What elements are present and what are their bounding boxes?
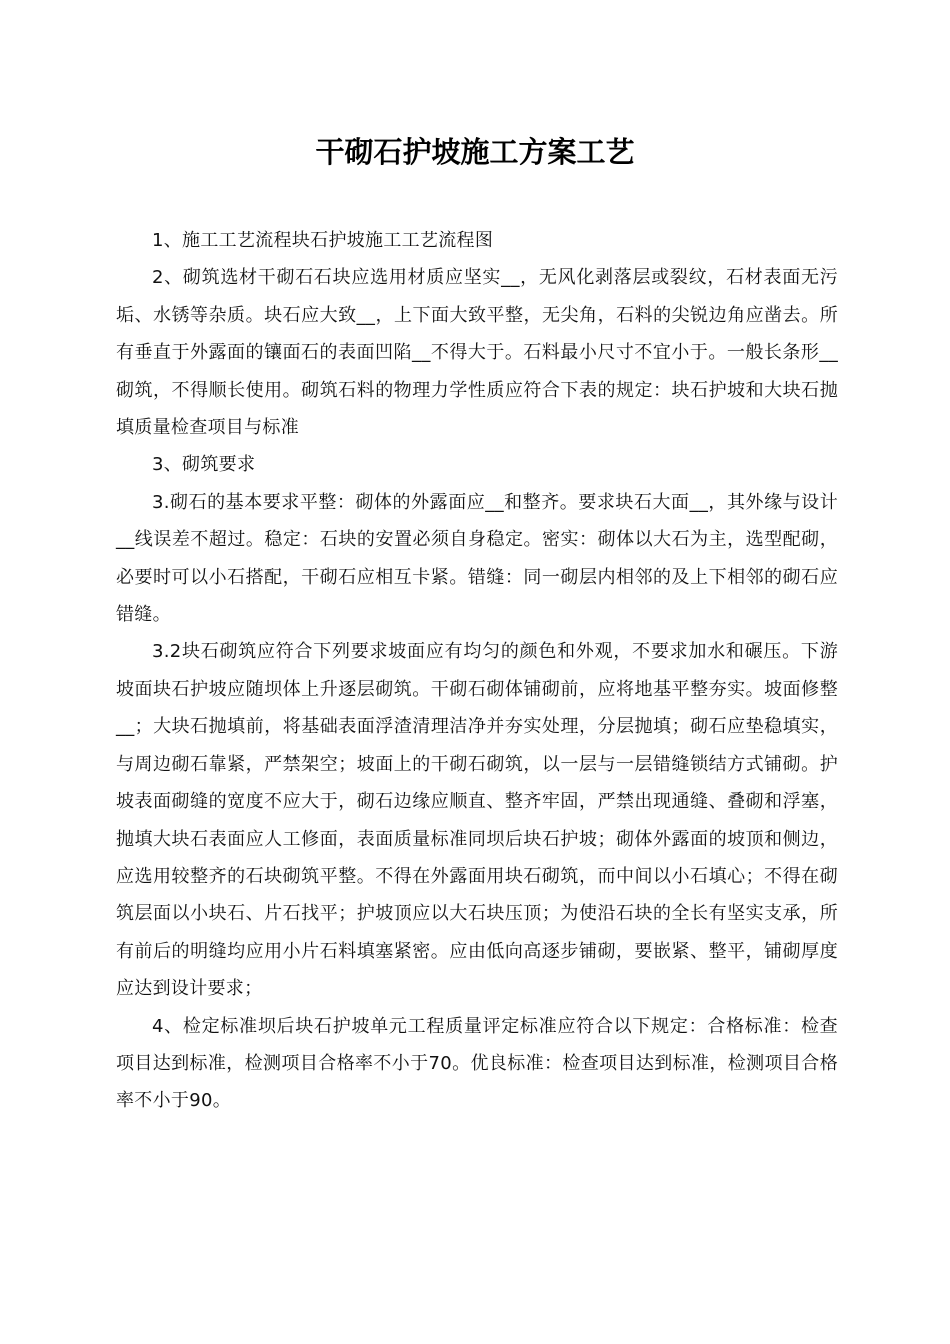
document-title: 干砌石护坡施工方案工艺 — [315, 135, 635, 169]
paragraph-basic-requirements: 3.砌石的基本要求平整：砌体的外露面应__和整齐。要求块石大面__，其外缘与设计__线误差不超过。稳定：石块的安置必须自身稳定。密实：砌体以大石为主，选型配砌，必要时可以小石搭配，干砌石应相互卡紧。错缝：同一砌层内相邻的及上下相邻的砌石应错缝。 — [116, 491, 838, 626]
paragraph-quality-standards: 4、检定标准坝后块石护坡单元工程质量评定标准应符合以下规定：合格标准：检查项目达到标准，检测项目合格率不小于70。优良标准：检查项目达到标准，检测项目合格率不小于90。 — [116, 1015, 838, 1112]
paragraph-masonry-requirements-heading: 3、砌筑要求 — [152, 454, 256, 476]
paragraph-process-flow: 1、施工工艺流程块石护坡施工工艺流程图 — [152, 230, 494, 251]
paragraph-block-stone-masonry: 3.2块石砌筑应符合下列要求坡面应有均匀的颜色和外观，不要求加水和碾压。下游坡面块石护坡应随坝体上升逐层砌筑。干砌石砌体铺砌前，应将地基平整夯实。坡面修整__；大块石抛填前，将基础表面浮渣清理洁净并夯实处理，分层抛填；砌石应垫稳填实，与周边砌石靠紧，严禁架空；坡面上的干砌石砌筑，以一层与一层错缝锁结方式铺砌。护坡表面砌缝的宽度不应大于，砌石边缘应顺直、整齐牢固，严禁出现通缝、叠砌和浮塞，抛填大块石表面应人工修面，表面质量标准同坝后块石护坡；砌体外露面的坡顶和侧边，应选用较整齐的石块砌筑平整。不得在外露面用块石砌筑，而中间以小石填心；不得在砌筑层面以小块石、片石找平；护坡顶应以大石块压顶；为使沿石块的全长有坚实支承，所有前后的明缝均应用小片石料填塞紧密。应由低向高逐步铺砌，要嵌紧、整平，铺砌厚度应达到设计要求； — [116, 641, 838, 1000]
paragraph-material-selection: 2、砌筑选材干砌石石块应选用材质应坚实__，无风化剥落层或裂纹，石材表面无污垢、水锈等杂质。块石应大致__，上下面大致平整，无尖角，石料的尖锐边角应凿去。所有垂直于外露面的镶面石的表面凹陷__不得大于。石料最小尺寸不宜小于。一般长条形__砌筑，不得顺长使用。砌筑石料的物理力学性质应符合下表的规定：块石护坡和大块石抛填质量检查项目与标准 — [116, 267, 838, 439]
document-body — [116, 222, 838, 1120]
